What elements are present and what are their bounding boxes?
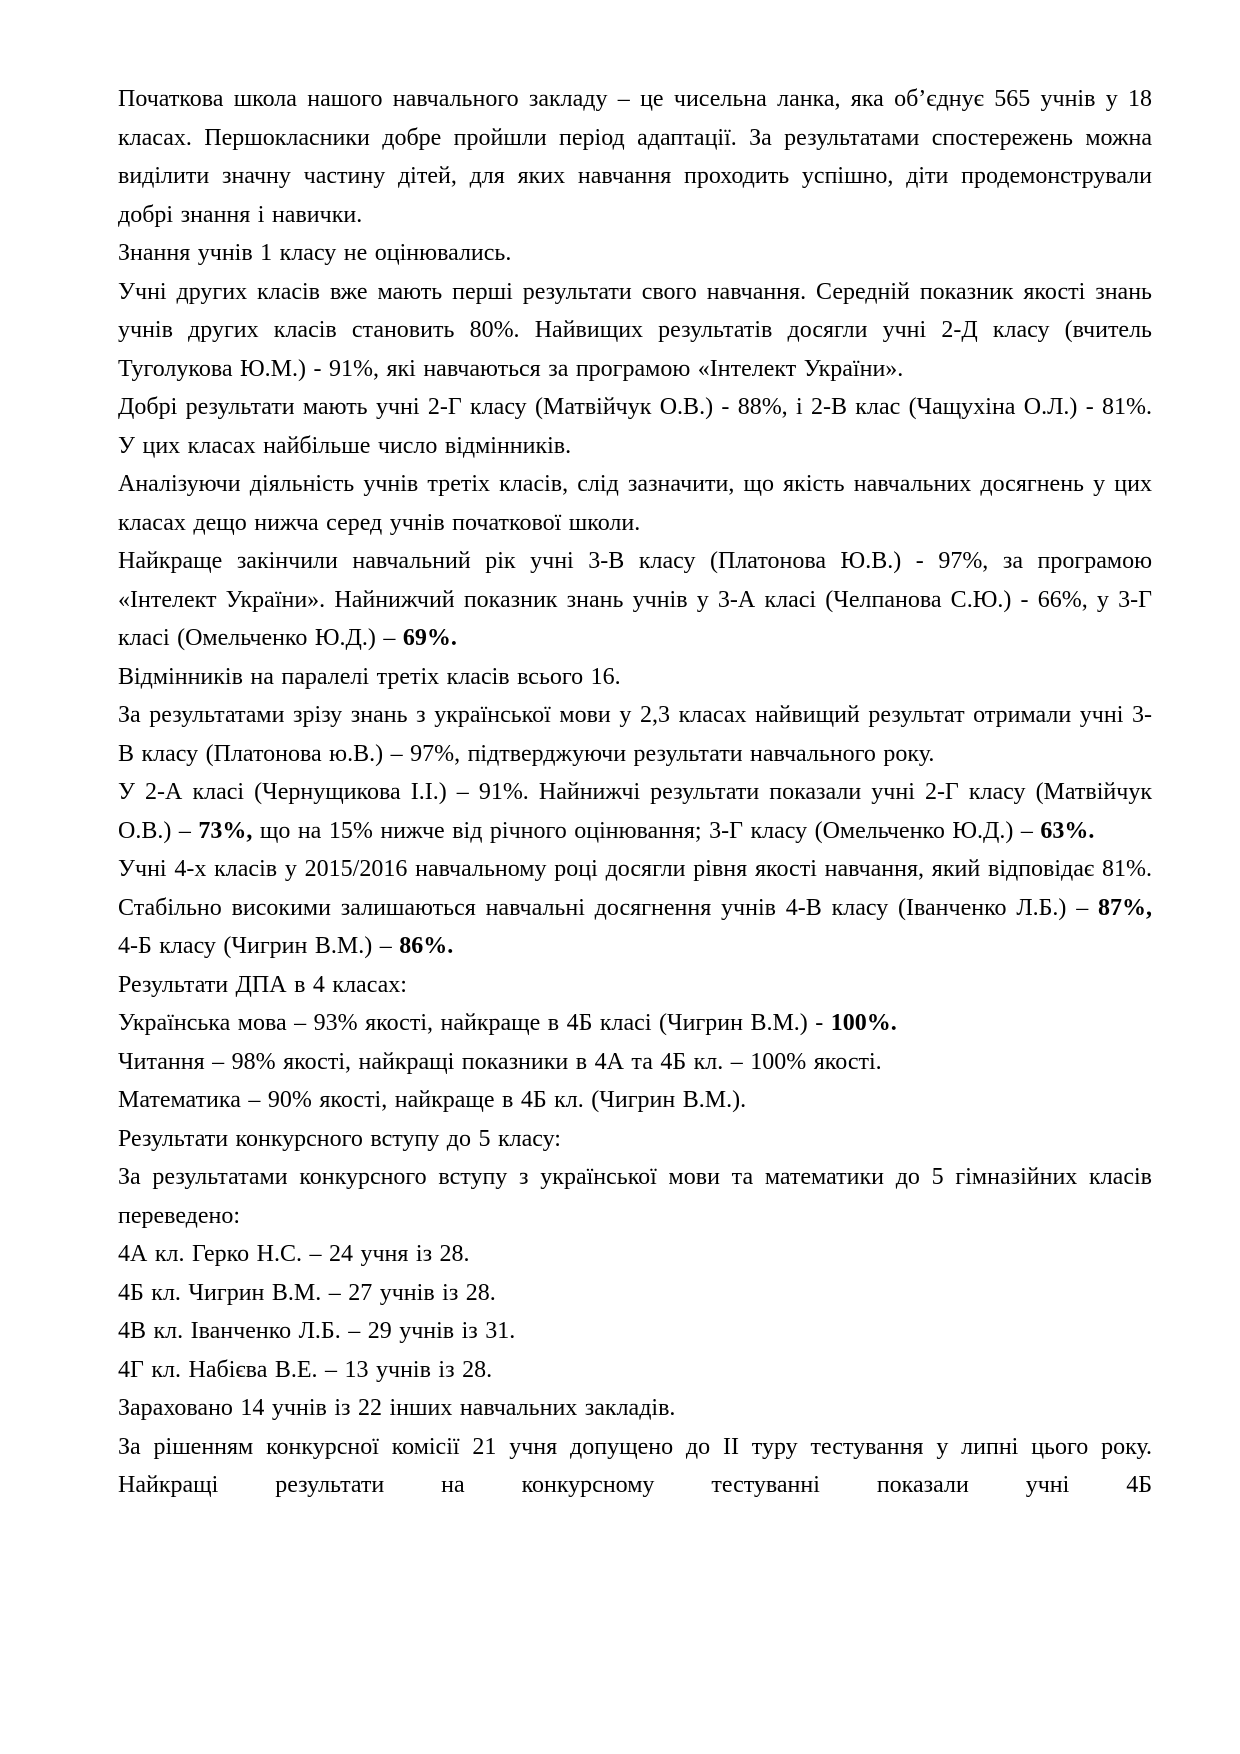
paragraph bbox=[118, 1158, 1152, 1235]
text-run-bold: 63%. bbox=[1040, 817, 1095, 844]
text-run: Результати ДПА в 4 класах: bbox=[118, 971, 407, 998]
text-run: Знання учнів 1 класу не оцінювались. bbox=[118, 240, 512, 266]
paragraph bbox=[118, 1043, 1152, 1082]
text-run: 4Г кл. Набієва В.Е. – 13 учнів із 28. bbox=[118, 1356, 493, 1383]
document-body bbox=[118, 80, 1152, 1505]
text-run: 4-Б класу (Чигрин В.М.) – bbox=[118, 933, 400, 959]
text-run: Українська мова – 93% якості, найкраще в 4Б класі (Чигрин В.М.) - bbox=[118, 1010, 831, 1036]
text-run: що на 15% нижче від річного оцінювання; 3-Г класу (Омельченко Ю.Д.) – bbox=[252, 817, 1041, 844]
paragraph bbox=[118, 1389, 1152, 1428]
text-run-bold: 73%, bbox=[198, 817, 253, 844]
paragraph bbox=[118, 1120, 1152, 1159]
paragraph bbox=[118, 1004, 1152, 1043]
text-run: За результатами зрізу знань з української мови у 2,3 класах найвищий результат отримали учні 3-В класу (Платонова ю.В.) – 97%, підтверджуючи результати навчального року. bbox=[118, 702, 1152, 767]
paragraph bbox=[118, 773, 1152, 850]
paragraph bbox=[118, 850, 1152, 966]
paragraph bbox=[118, 658, 1152, 697]
paragraph bbox=[118, 966, 1152, 1005]
text-run: Добрі результати мають учні 2-Г класу (Матвійчук О.В.) - 88%, і 2-В клас (Чащухіна О.Л.) - 81%. У цих класах найбільше число відмінників. bbox=[118, 394, 1152, 459]
text-run: 4Б кл. Чигрин В.М. – 27 учнів із 28. bbox=[118, 1279, 496, 1306]
text-run: Зараховано 14 учнів із 22 інших навчальних закладів. bbox=[118, 1395, 676, 1421]
text-run: Учні 4-х класів у 2015/2016 навчальному році досягли рівня якості навчання, який відповідає 81%. Стабільно високими залишаються навчальні досягнення учнів 4-В класу (Іванченко Л.Б.) – bbox=[118, 856, 1152, 921]
paragraph bbox=[118, 234, 1152, 273]
text-run-bold: 69%. bbox=[402, 625, 457, 651]
text-run: 4В кл. Іванченко Л.Б. – 29 учнів із 31. bbox=[118, 1318, 516, 1344]
text-run-bold: 100%. bbox=[830, 1010, 897, 1036]
text-run: 4А кл. Герко Н.С. – 24 учня із 28. bbox=[118, 1241, 470, 1267]
paragraph bbox=[118, 542, 1152, 658]
text-run: Початкова школа нашого навчального закладу – це чисельна ланка, яка об’єднує 565 учнів у 18 класах. Першокласники добре пройшли період адаптації. За результатами спостережень можна виділити значну частину дітей, для яких навчання проходить успішно, діти продемонстрували добрі знання і навички. bbox=[118, 86, 1152, 228]
paragraph bbox=[118, 1081, 1152, 1120]
text-run: Результати конкурсного вступу до 5 класу: bbox=[118, 1125, 561, 1152]
paragraph bbox=[118, 1235, 1152, 1274]
text-run: Найкраще закінчили навчальний рік учні 3-В класу (Платонова Ю.В.) - 97%, за програмою «Інтелект України». Найнижчий показник знань учнів у 3-А класі (Челпанова С.Ю.) - 66%, у 3-Г класі (Омельченко Ю.Д.) – bbox=[118, 548, 1152, 651]
text-run: Читання – 98% якості, найкращі показники в 4А та 4Б кл. – 100% якості. bbox=[118, 1048, 882, 1075]
text-run-bold: 86%. bbox=[399, 933, 454, 959]
text-run: Аналізуючи діяльність учнів третіх класів, слід зазначити, що якість навчальних досягнень у цих класах дещо нижча серед учнів початкової школи. bbox=[118, 471, 1152, 536]
text-run: Відмінників на паралелі третіх класів всього 16. bbox=[118, 663, 621, 690]
paragraph bbox=[118, 1312, 1152, 1351]
paragraph bbox=[118, 388, 1152, 465]
paragraph bbox=[118, 696, 1152, 773]
text-run: Математика – 90% якості, найкраще в 4Б кл. (Чигрин В.М.). bbox=[118, 1087, 747, 1113]
paragraph bbox=[118, 465, 1152, 542]
text-run: За результатами конкурсного вступу з української мови та математики до 5 гімназійних класів переведено: bbox=[118, 1164, 1152, 1229]
text-run: У 2-А класі (Чернущикова І.І.) – 91%. Найнижчі результати показали учні 2-Г класу (Матвійчук О.В.) – bbox=[118, 779, 1152, 844]
text-run-bold: 87%, bbox=[1098, 894, 1152, 921]
text-run: За рішенням конкурсної комісії 21 учня допущено до ІІ туру тестування у липні цього року. Найкращі результати на конкурсному тестуванні показали учні 4Б bbox=[118, 1433, 1152, 1498]
paragraph bbox=[118, 1274, 1152, 1313]
paragraph bbox=[118, 273, 1152, 389]
paragraph bbox=[118, 80, 1152, 234]
text-run: Учні других класів вже мають перші результати свого навчання. Середній показник якості знань учнів других класів становить 80%. Найвищих результатів досягли учні 2-Д класу (вчитель Туголукова Ю.М.) - 91%, які навчаються за програмою «Інтелект України». bbox=[118, 278, 1152, 382]
paragraph bbox=[118, 1351, 1152, 1390]
paragraph bbox=[118, 1428, 1152, 1505]
